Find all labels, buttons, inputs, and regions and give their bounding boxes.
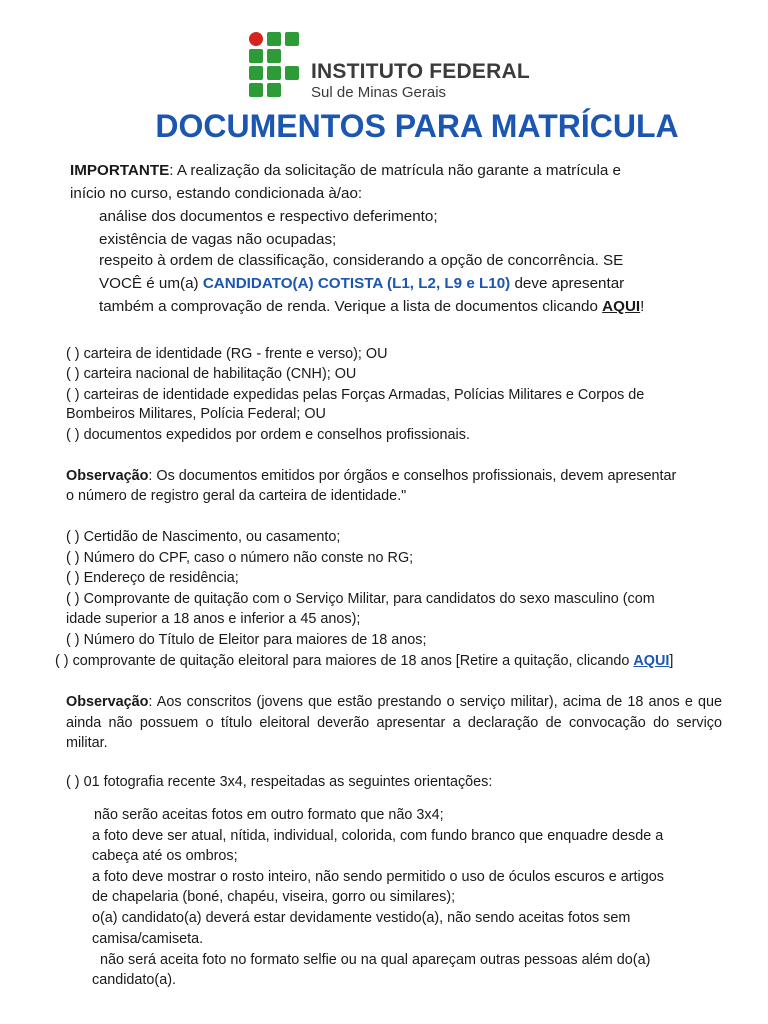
logo-subtitle: Sul de Minas Gerais [311,84,447,101]
list-item: ( ) documentos expedidos por ordem e conselhos profissionais. [66,427,470,443]
logo-grid-icon [247,32,303,98]
observation-1-line-1: Observação: Os documentos emitidos por órgãos e conselhos profissionais, devem apresentar [66,468,677,484]
logo-square-icon [267,32,281,46]
important-item-3-line-1: respeito à ordem de classificação, considerando a opção de concorrência. SE [99,252,624,269]
logo-red-dot-icon [249,32,263,46]
logo-square-icon [249,83,263,97]
list-item: ( ) Número do CPF, caso o número não conste no RG; [66,550,414,566]
observation-label: Observação [66,694,149,710]
logo-square-icon [267,66,281,80]
electoral-item: ( ) comprovante de quitação eleitoral para maiores de 18 anos [Retire a quitação, clicando AQUI] [55,653,674,669]
important-item-3-line-2: VOCÊ é um(a) CANDIDATO(A) COTISTA (L1, L2, L9 e L10) deve apresentar [99,275,625,292]
important-item-1: análise dos documentos e respectivo deferimento; [99,208,438,225]
important-line-1: IMPORTANTE: A realização da solicitação de matrícula não garante a matrícula e [70,162,621,179]
photo-rule: camisa/camiseta. [92,931,204,947]
observation-1-line-2: o número de registro geral da carteira de identidade." [66,488,407,504]
important-item-2: existência de vagas não ocupadas; [99,231,337,248]
photo-rule: a foto deve ser atual, nítida, individual, colorida, com fundo branco que enquadre desde a [92,828,664,844]
list-item: ( ) Endereço de residência; [66,570,239,586]
page-title: DOCUMENTOS PARA MATRÍCULA [155,108,679,144]
photo-rule: cabeça até os ombros; [92,848,238,864]
electoral-quitation-link[interactable]: AQUI [633,653,670,669]
photo-rule: candidato(a). [92,972,176,988]
logo-square-icon [285,66,299,80]
photo-rule: o(a) candidato(a) deverá estar devidamente vestido(a), não sendo aceitas fotos sem [92,910,631,926]
logo-square-icon [267,49,281,63]
important-line-2: início no curso, estando condicionada à/ao: [70,185,363,202]
logo-square-icon [249,49,263,63]
observation-2: Observação: Aos conscritos (jovens que estão prestando o serviço militar), acima de 18 anos e que ainda não possuem o título eleitoral deverão apresentar a declaração de convocação do serviço militar. [66,694,722,751]
list-item: idade superior a 18 anos e inferior a 45 anos); [66,611,361,627]
logo-square-icon [249,66,263,80]
list-item: ( ) Certidão de Nascimento, ou casamento; [66,529,341,545]
important-item-3-line-3: também a comprovação de renda. Verique a lista de documentos clicando AQUI! [99,298,645,315]
photo-header: ( ) 01 fotografia recente 3x4, respeitadas as seguintes orientações: [66,774,493,790]
photo-rule: de chapelaria (boné, chapéu, viseira, gorro ou similares); [92,889,456,905]
list-item: ( ) carteira nacional de habilitação (CNH); OU [66,366,357,382]
income-docs-link[interactable]: AQUI [602,298,641,315]
logo-square-icon [267,83,281,97]
list-item: ( ) carteira de identidade (RG - frente e verso); OU [66,346,388,362]
observation-label: Observação [66,468,149,484]
important-label: IMPORTANTE [70,162,170,179]
photo-rule: não serão aceitas fotos em outro formato que não 3x4; [94,807,444,823]
list-item: Bombeiros Militares, Polícia Federal; OU [66,406,326,422]
logo-square-icon [285,32,299,46]
list-item: ( ) Número do Título de Eleitor para maiores de 18 anos; [66,632,427,648]
list-item: ( ) Comprovante de quitação com o Serviço Militar, para candidatos do sexo masculino (com [66,591,655,607]
institute-logo [247,32,537,102]
list-item: ( ) carteiras de identidade expedidas pelas Forças Armadas, Polícias Militares e Corpos de [66,387,645,403]
logo-name: INSTITUTO FEDERAL [311,60,530,83]
photo-rule: não será aceita foto no formato selfie ou na qual apareçam outras pessoas além do(a) [100,952,651,968]
cotista-highlight: CANDIDATO(A) COTISTA (L1, L2, L9 e L10) [202,275,511,292]
photo-rule: a foto deve mostrar o rosto inteiro, não sendo permitido o uso de óculos escuros e artigos [92,869,664,885]
